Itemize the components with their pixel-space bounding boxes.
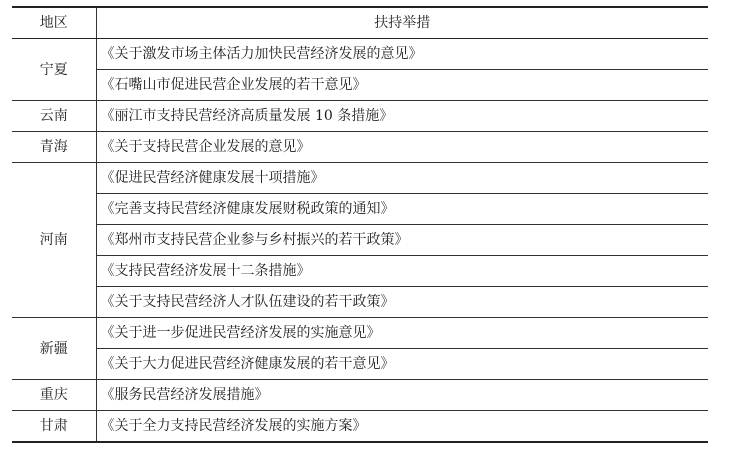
table-row bbox=[12, 349, 708, 380]
policy-cell: 《促进民营经济健康发展十项措施》 bbox=[96, 163, 708, 194]
region-cell: 青海 bbox=[12, 132, 96, 163]
region-cell: 重庆 bbox=[12, 380, 96, 411]
policy-cell: 《关于大力促进民营经济健康发展的若干意见》 bbox=[96, 349, 708, 380]
policy-cell: 《丽江市支持民营经济高质量发展 10 条措施》 bbox=[96, 101, 708, 132]
table-body bbox=[12, 39, 708, 443]
table-row bbox=[12, 101, 708, 132]
policy-cell: 《关于支持民营企业发展的意见》 bbox=[96, 132, 708, 163]
table-row bbox=[12, 411, 708, 443]
region-cell: 云南 bbox=[12, 101, 96, 132]
column-header-policy: 扶持举措 bbox=[96, 7, 708, 39]
table-row bbox=[12, 163, 708, 194]
table-row bbox=[12, 132, 708, 163]
region-cell: 新疆 bbox=[12, 318, 96, 380]
policy-table bbox=[12, 6, 708, 443]
policy-table-container bbox=[12, 6, 708, 443]
policy-cell: 《关于激发市场主体活力加快民营经济发展的意见》 bbox=[96, 39, 708, 70]
policy-cell: 《关于支持民营经济人才队伍建设的若干政策》 bbox=[96, 287, 708, 318]
region-cell: 河南 bbox=[12, 163, 96, 318]
table-row bbox=[12, 287, 708, 318]
policy-cell: 《支持民营经济发展十二条措施》 bbox=[96, 256, 708, 287]
policy-cell: 《郑州市支持民营企业参与乡村振兴的若干政策》 bbox=[96, 225, 708, 256]
table-row bbox=[12, 39, 708, 70]
policy-cell: 《关于全力支持民营经济发展的实施方案》 bbox=[96, 411, 708, 443]
column-header-region: 地区 bbox=[12, 7, 96, 39]
table-row bbox=[12, 194, 708, 225]
table-header bbox=[12, 7, 708, 39]
table-row bbox=[12, 380, 708, 411]
policy-cell: 《服务民营经济发展措施》 bbox=[96, 380, 708, 411]
table-row bbox=[12, 318, 708, 349]
policy-cell: 《完善支持民营经济健康发展财税政策的通知》 bbox=[96, 194, 708, 225]
table-row bbox=[12, 225, 708, 256]
policy-cell: 《石嘴山市促进民营企业发展的若干意见》 bbox=[96, 70, 708, 101]
region-cell: 甘肃 bbox=[12, 411, 96, 443]
header-row bbox=[12, 7, 708, 39]
region-cell: 宁夏 bbox=[12, 39, 96, 101]
policy-cell: 《关于进一步促进民营经济发展的实施意见》 bbox=[96, 318, 708, 349]
table-row bbox=[12, 70, 708, 101]
table-row bbox=[12, 256, 708, 287]
